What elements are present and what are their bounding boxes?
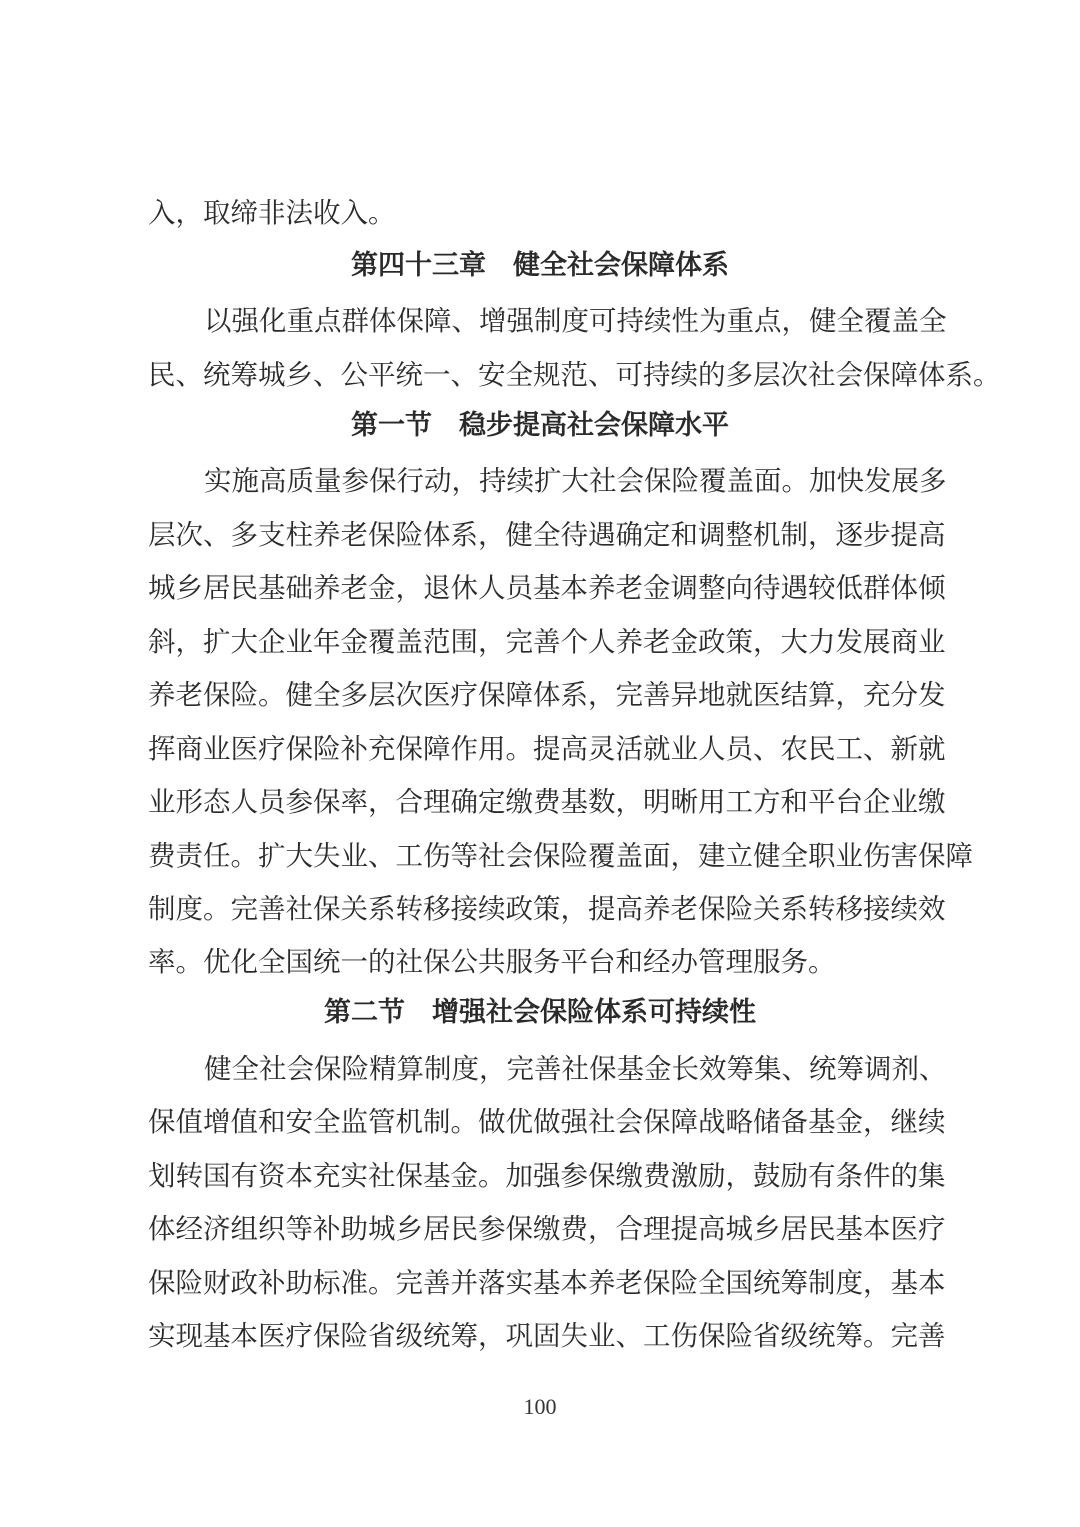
- chapter-heading: 第四十三章 健全社会保障体系: [351, 250, 729, 281]
- section-heading: 第二节 增强社会保险体系可持续性: [324, 997, 756, 1028]
- paragraph-line: 划转国有资本充实社保基金。加强参保缴费激励，鼓励有条件的集: [148, 1160, 946, 1192]
- paragraph-line: 业形态人员参保率，合理确定缴费基数，明晰用工方和平台企业缴: [148, 786, 946, 818]
- paragraph-line: 费责任。扩大失业、工伤等社会保险覆盖面，建立健全职业伤害保障: [148, 840, 973, 872]
- paragraph-line: 保值增值和安全监管机制。做优做强社会保障战略储备基金，继续: [148, 1106, 946, 1138]
- paragraph-line: 挥商业医疗保险补充保障作用。提高灵活就业人员、农民工、新就: [148, 733, 946, 765]
- paragraph-line: 制度。完善社保关系转移接续政策，提高养老保险关系转移接续效: [148, 893, 946, 925]
- paragraph-line: 层次、多支柱养老保险体系，健全待遇确定和调整机制，逐步提高: [148, 519, 946, 551]
- paragraph-line: 实施高质量参保行动，持续扩大社会保险覆盖面。加快发展多: [204, 465, 947, 497]
- continued-text-line: 入，取缔非法收入。: [148, 197, 396, 229]
- paragraph-line: 城乡居民基础养老金，退休人员基本养老金调整向待遇较低群体倾: [148, 572, 946, 604]
- paragraph-line: 保险财政补助标准。完善并落实基本养老保险全国统筹制度，基本: [148, 1267, 946, 1299]
- paragraph-line: 斜，扩大企业年金覆盖范围，完善个人养老金政策，大力发展商业: [148, 626, 946, 658]
- page-number: 100: [523, 1394, 557, 1419]
- chapter-intro-line: 民、统筹城乡、公平统一、安全规范、可持续的多层次社会保障体系。: [148, 359, 1001, 391]
- paragraph-line: 体经济组织等补助城乡居民参保缴费，合理提高城乡居民基本医疗: [148, 1213, 946, 1245]
- paragraph-line: 实现基本医疗保险省级统筹，巩固失业、工伤保险省级统筹。完善: [148, 1320, 946, 1352]
- paragraph-line: 养老保险。健全多层次医疗保障体系，完善异地就医结算，充分发: [148, 679, 946, 711]
- chapter-intro-line: 以强化重点群体保障、增强制度可持续性为重点，健全覆盖全: [204, 305, 947, 337]
- section-heading: 第一节 稳步提高社会保障水平: [351, 410, 729, 441]
- paragraph-line: 健全社会保险精算制度，完善社保基金长效筹集、统筹调剂、: [204, 1053, 947, 1085]
- paragraph-line: 率。优化全国统一的社保公共服务平台和经办管理服务。: [148, 946, 836, 978]
